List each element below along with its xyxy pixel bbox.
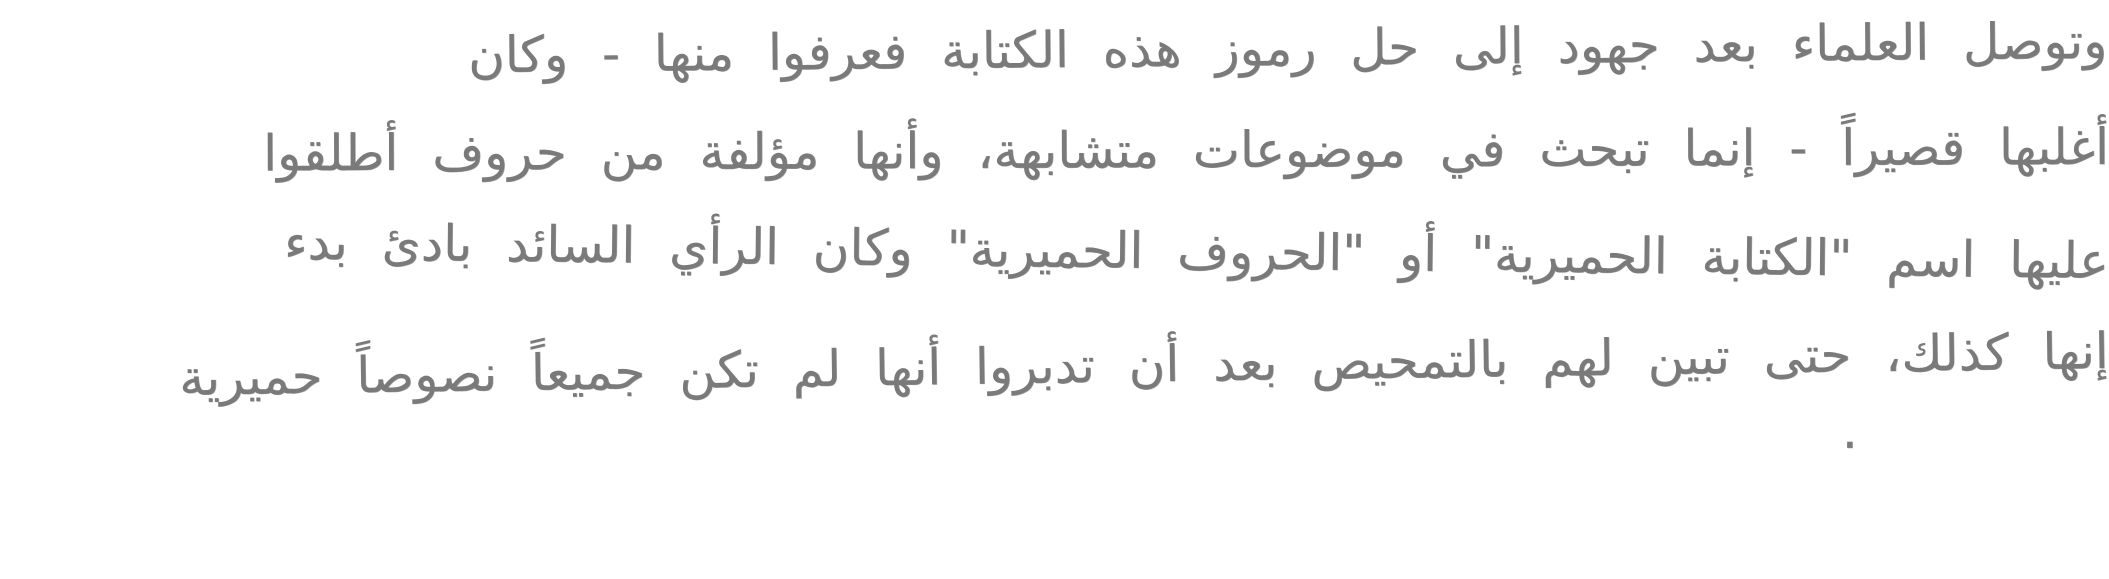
text-line-1: وتوصل العلماء بعد جهود إلى حل رموز هذه الكتابة فعرفوا منها - وكان: [467, 12, 2108, 85]
text-line-5: .: [1841, 401, 1862, 460]
text-line-2: أغلبها قصيراً - إنما تبحث في موضوعات متشابهة، وأنها مؤلفة من حروف أطلقوا: [263, 118, 2109, 183]
text-line-3: عليها اسم "الكتابة الحميرية" أو "الحروف الحميرية" وكان الرأي السائد بادئ بدء: [283, 212, 2109, 290]
text-line-4: إنها كذلك، حتى تبين لهم بالتمحيص بعد أن تدبروا أنها لم تكن جميعاً نصوصاً حميرية: [179, 322, 2109, 407]
